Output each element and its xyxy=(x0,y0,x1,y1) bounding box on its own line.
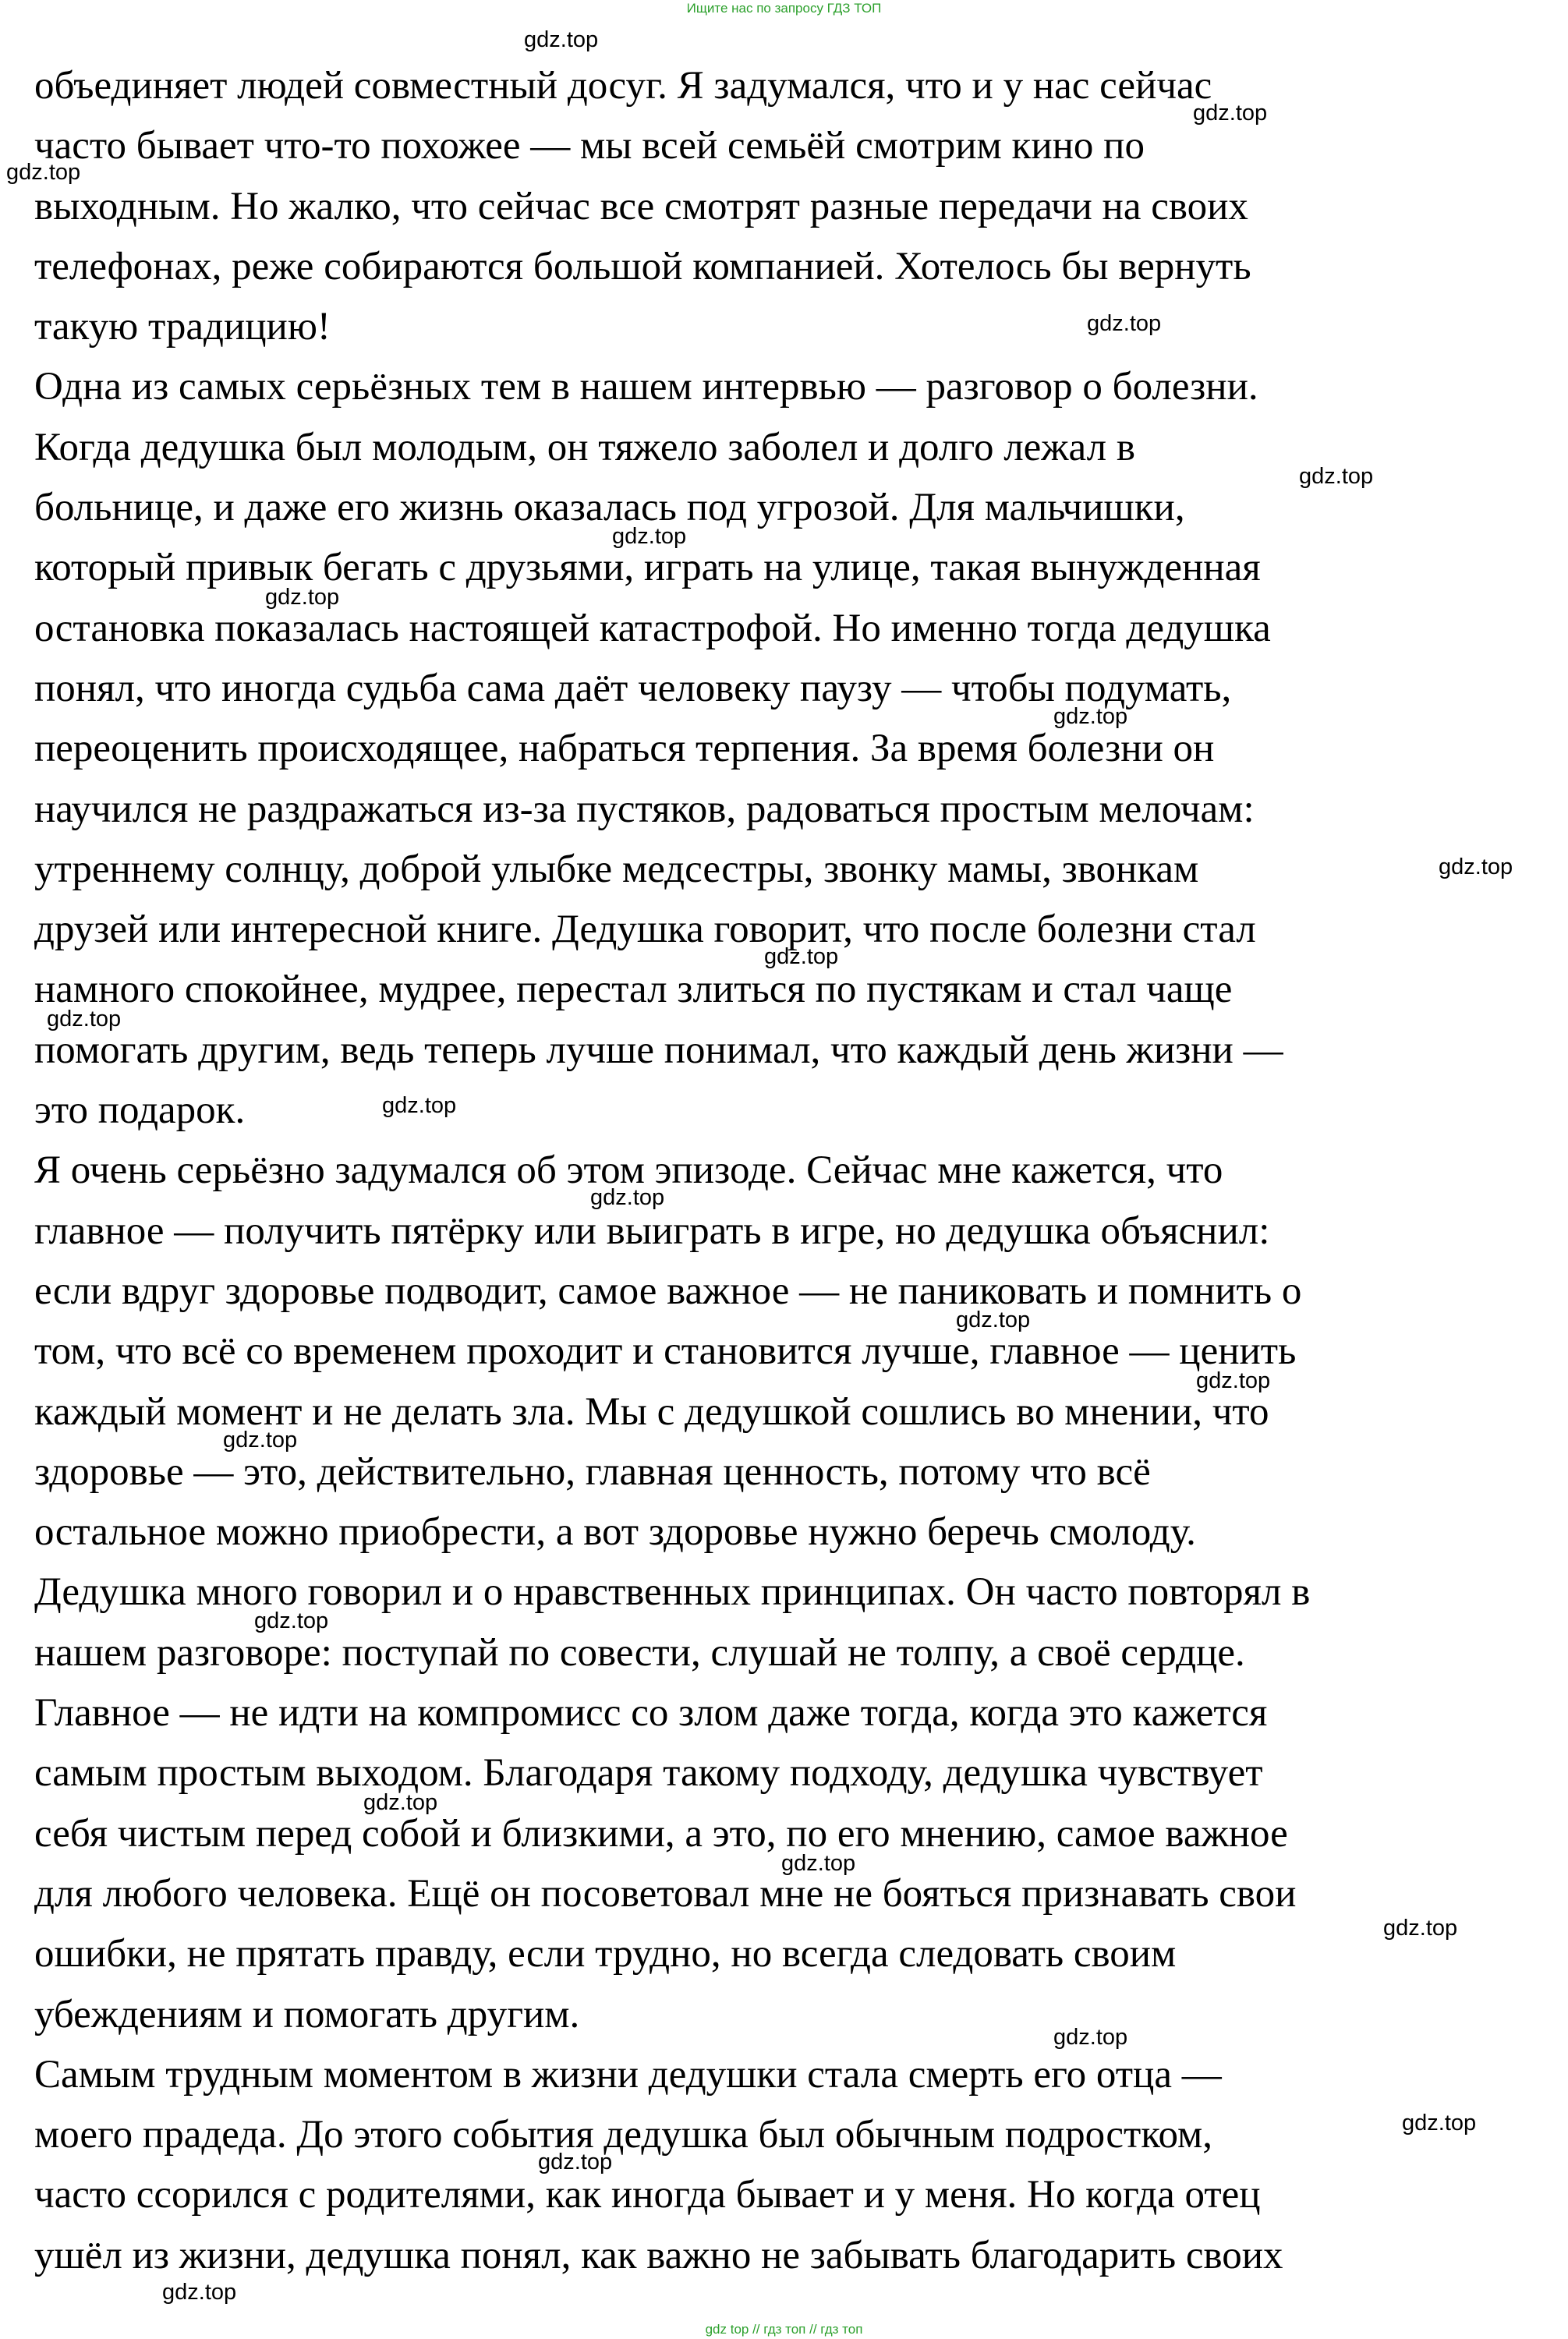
text-line: остановка показалась настоящей катастрофой. Но именно тогда дедушка xyxy=(34,606,1271,650)
text-line: помогать другим, ведь теперь лучше понимал, что каждый день жизни — xyxy=(34,1028,1283,1072)
footer-watermark: gdz top // гдз топ // гдз топ xyxy=(705,2322,863,2337)
text-line: друзей или интересной книге. Дедушка говорит, что после болезни стал xyxy=(34,908,1256,952)
watermark: gdz.top xyxy=(1053,704,1128,729)
essay-text xyxy=(34,56,1563,2286)
text-line: переоценить происходящее, набраться терпения. За время болезни он xyxy=(34,727,1215,771)
watermark: gdz.top xyxy=(781,1851,856,1876)
watermark: gdz.top xyxy=(612,524,687,549)
text-line: ошибки, не прятать правду, если трудно, но всегда следовать своим xyxy=(34,1932,1177,1976)
watermark: gdz.top xyxy=(956,1308,1031,1332)
watermark: gdz.top xyxy=(590,1185,665,1210)
text-line: намного спокойнее, мудрее, перестал злиться по пустякам и стал чаще xyxy=(34,968,1233,1012)
watermark: gdz.top xyxy=(254,1608,329,1633)
text-line: нашем разговоре: поступай по совести, слушай не толпу, а своё сердце. xyxy=(34,1630,1245,1675)
watermark: gdz.top xyxy=(47,1007,122,1031)
watermark: gdz.top xyxy=(524,27,599,52)
watermark: gdz.top xyxy=(1087,311,1162,336)
text-line: себя чистым перед собой и близкими, а это, по его мнению, самое важное xyxy=(34,1811,1288,1856)
text-line: больнице, и даже его жизнь оказалась под угрозой. Для мальчишки, xyxy=(34,486,1185,530)
watermark: gdz.top xyxy=(223,1428,298,1453)
watermark: gdz.top xyxy=(265,585,340,610)
text-line: Я очень серьёзно задумался об этом эпизоде. Сейчас мне кажется, что xyxy=(34,1148,1223,1193)
text-line: утреннему солнцу, доброй улыбке медсестры, звонку мамы, звонкам xyxy=(34,847,1199,891)
text-line: здоровье — это, действительно, главная ценность, потому что всё xyxy=(34,1449,1151,1494)
text-line: для любого человека. Ещё он посоветовал мне не бояться признавать свои xyxy=(34,1871,1297,1916)
text-line: объединяет людей совместный досуг. Я задумался, что и у нас сейчас xyxy=(34,64,1212,108)
text-line: ушёл из жизни, дедушка понял, как важно не забывать благодарить своих xyxy=(34,2233,1283,2277)
watermark: gdz.top xyxy=(363,1790,438,1815)
text-line: Главное — не идти на компромисс со злом даже тогда, когда это кажется xyxy=(34,1691,1268,1736)
text-line: если вдруг здоровье подводит, самое важное — не паниковать и помнить о xyxy=(34,1269,1302,1313)
text-line: выходным. Но жалко, что сейчас все смотрят разные передачи на своих xyxy=(34,184,1248,228)
watermark: gdz.top xyxy=(764,944,839,969)
text-line: Когда дедушка был молодым, он тяжело заболел и долго лежал в xyxy=(34,425,1135,469)
text-line: Дедушка много говорил и о нравственных принципах. Он часто повторял в xyxy=(34,1570,1311,1615)
watermark: gdz.top xyxy=(6,160,81,185)
text-line: самым простым выходом. Благодаря такому подходу, дедушка чувствует xyxy=(34,1751,1263,1796)
watermark: gdz.top xyxy=(1402,2111,1477,2136)
watermark: gdz.top xyxy=(1439,855,1513,879)
text-line: Одна из самых серьёзных тем в нашем интервью — разговор о болезни. xyxy=(34,365,1258,409)
watermark: gdz.top xyxy=(1383,1916,1458,1941)
watermark: gdz.top xyxy=(1196,1368,1271,1393)
text-line: каждый момент и не делать зла. Мы с дедушкой сошлись во мнении, что xyxy=(34,1389,1269,1434)
text-line: который привык бегать с друзьями, играть на улице, такая вынужденная xyxy=(34,546,1261,590)
text-line: часто бывает что-то похожее — мы всей семьёй смотрим кино по xyxy=(34,124,1145,168)
text-line: понял, что иногда судьба сама даёт человеку паузу — чтобы подумать, xyxy=(34,666,1232,710)
text-line: моего прадеда. До этого события дедушка был обычным подростком, xyxy=(34,2113,1213,2157)
top-banner: Ищите нас по запросу ГДЗ ТОП xyxy=(686,1,882,16)
text-line: главное — получить пятёрку или выиграть в игре, но дедушка объяснил: xyxy=(34,1208,1270,1253)
text-line: телефонах, реже собираются большой компанией. Хотелось бы вернуть xyxy=(34,244,1251,288)
watermark: gdz.top xyxy=(1299,464,1374,489)
text-line: научился не раздражаться из-за пустяков, радоваться простым мелочам: xyxy=(34,787,1255,831)
text-line: часто ссорился с родителями, как иногда бывает и у меня. Но когда отец xyxy=(34,2173,1261,2217)
text-line: остальное можно приобрести, а вот здоровье нужно беречь смолоду. xyxy=(34,1510,1196,1555)
watermark: gdz.top xyxy=(538,2150,613,2174)
text-line: Самым трудным моментом в жизни дедушки стала смерть его отца — xyxy=(34,2052,1222,2097)
watermark: gdz.top xyxy=(382,1093,457,1118)
text-line: это подарок. xyxy=(34,1088,246,1133)
text-line: убеждениям и помогать другим. xyxy=(34,1992,580,2036)
watermark: gdz.top xyxy=(1053,2025,1128,2050)
text-line: такую традицию! xyxy=(34,305,331,349)
watermark: gdz.top xyxy=(1193,101,1268,126)
text-line: том, что всё со временем проходит и становится лучше, главное — ценить xyxy=(34,1329,1297,1374)
watermark: gdz.top xyxy=(162,2280,237,2305)
